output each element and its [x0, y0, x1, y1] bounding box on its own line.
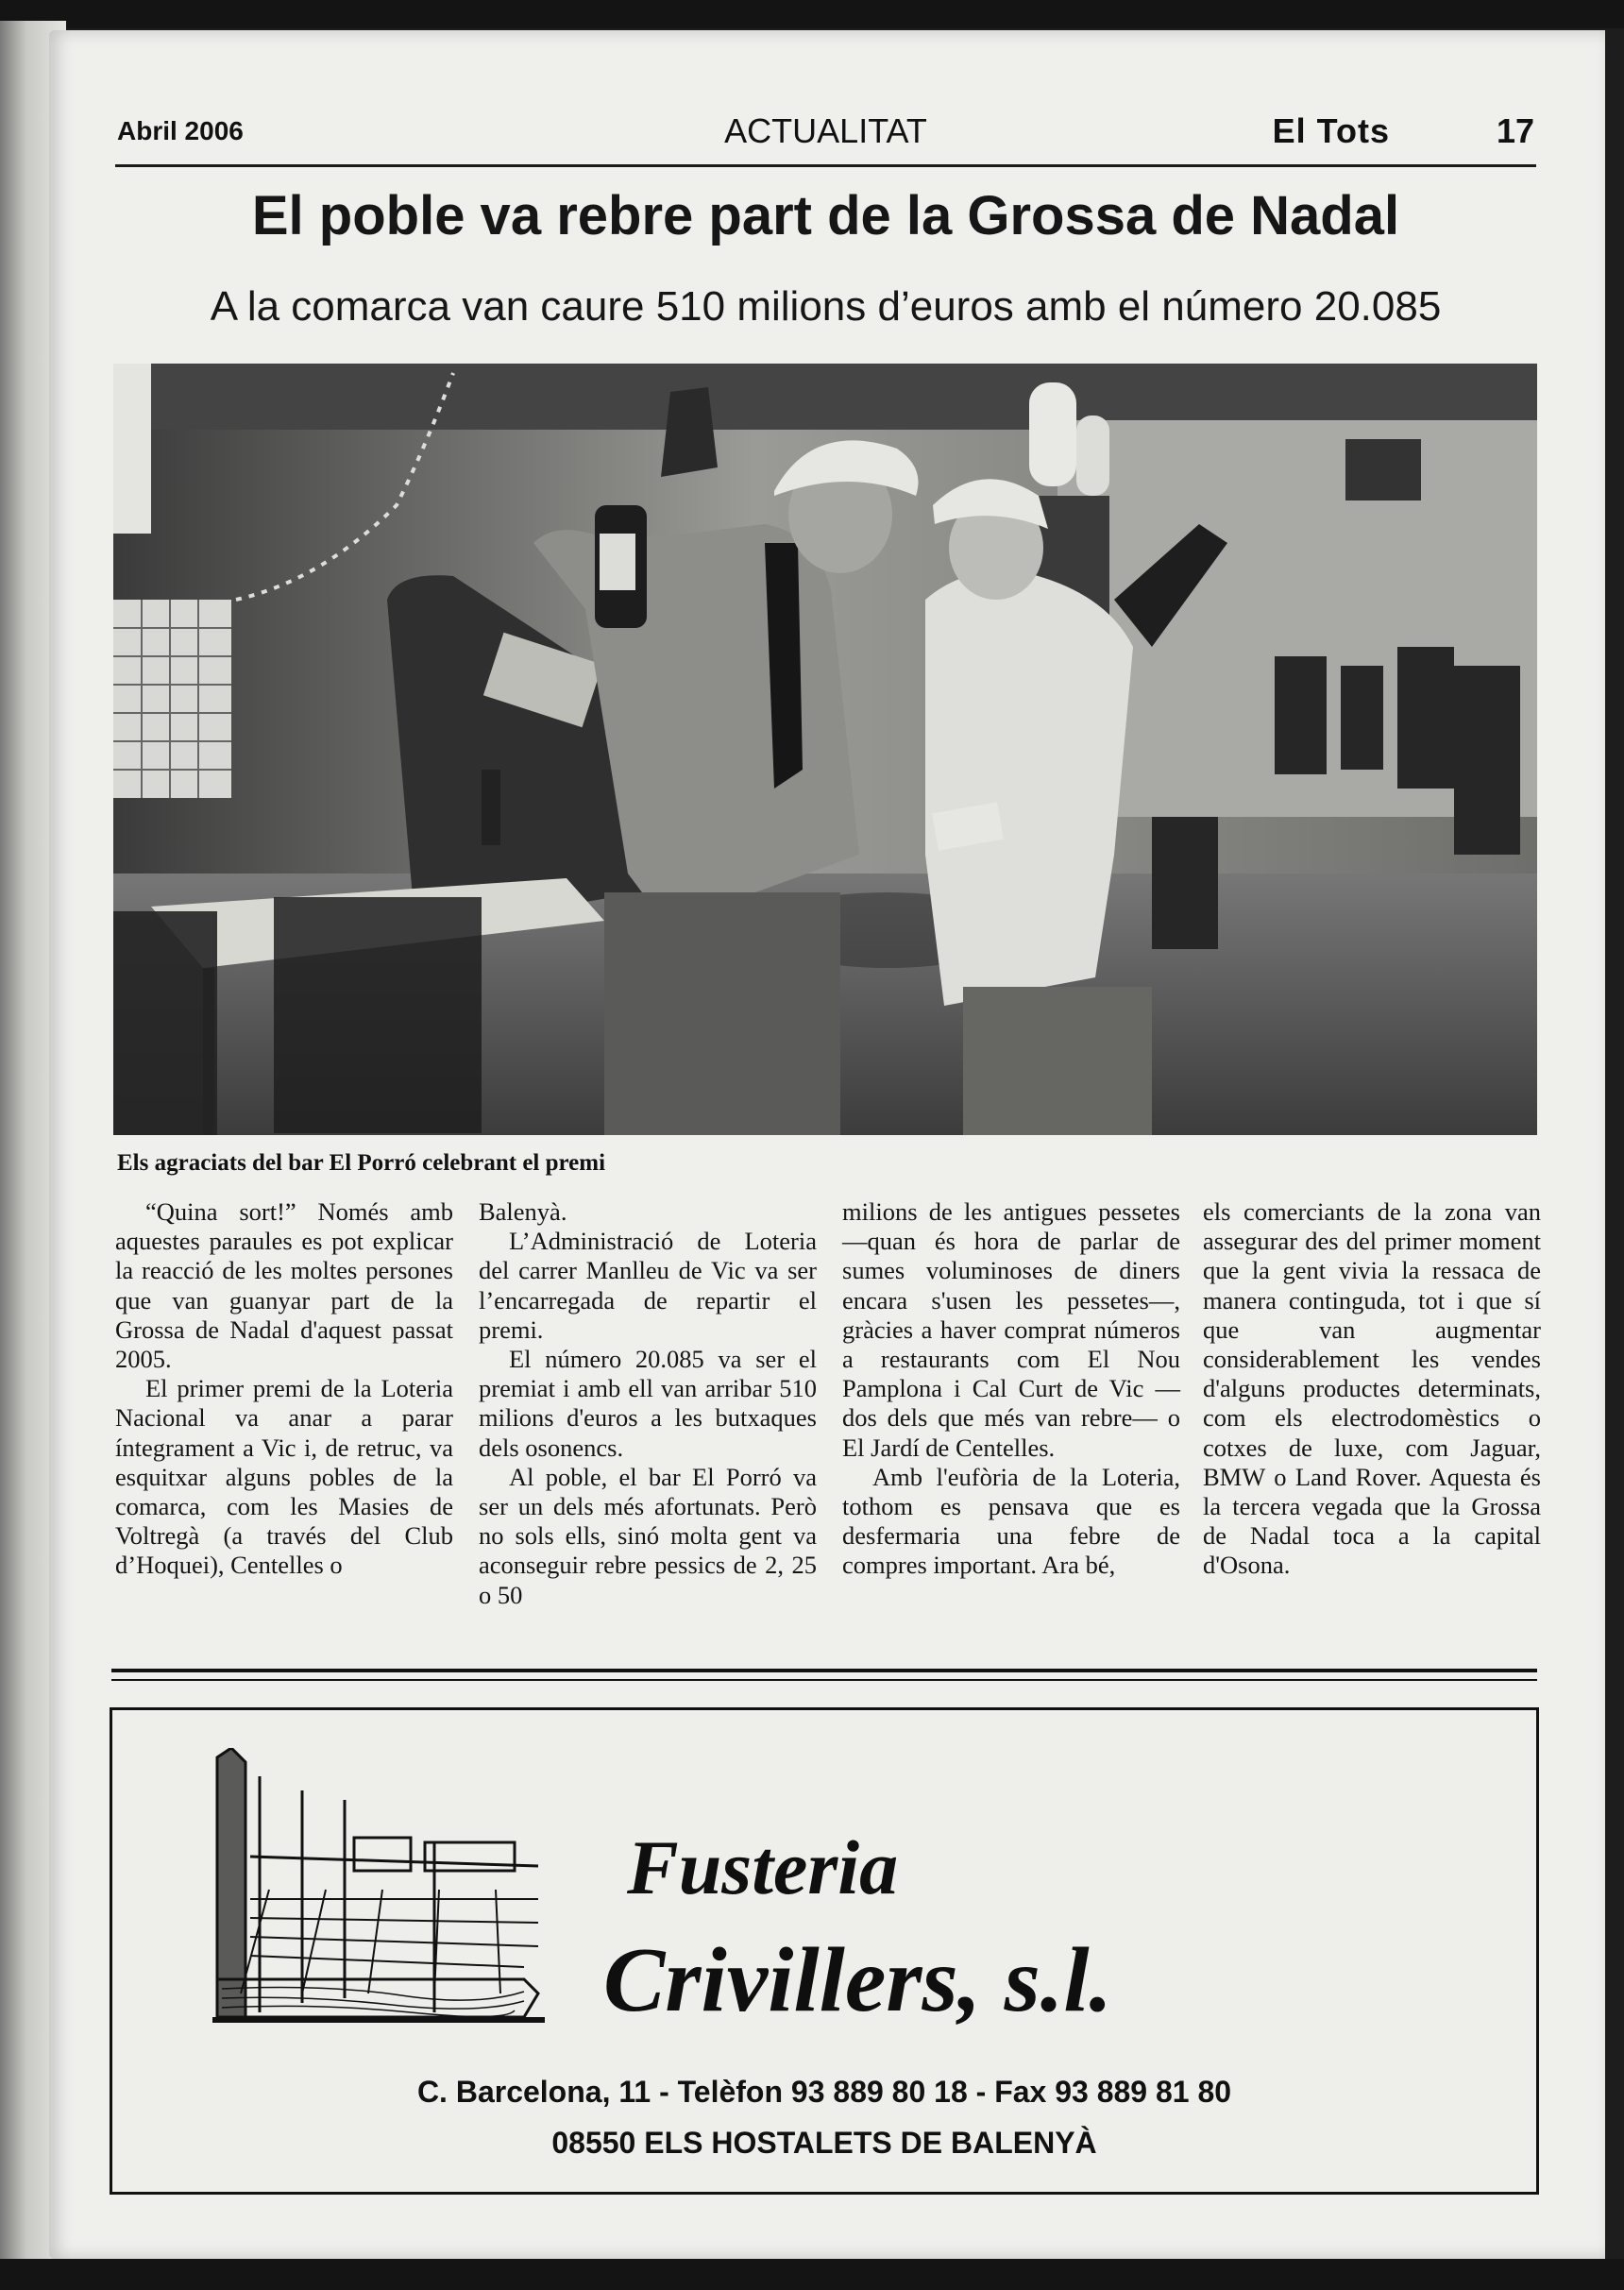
page-header	[115, 111, 1536, 167]
article-body	[115, 1197, 1541, 1641]
article-photo	[113, 364, 1537, 1135]
paragraph: L’Administració de Loteria del carrer Manlleu de Vic va ser l’encarregada de repartir el premi.	[479, 1227, 817, 1344]
paragraph: “Quina sort!” Només amb aquestes paraules es pot explicar la reacció de les moltes persones que van guanyar part de la Grossa de Nadal d'aquest passat 2005.	[115, 1197, 453, 1374]
paragraph: Amb l'eufòria de la Loteria, tothom es pensava que es desfermaria una febre de compres important. Ara bé,	[842, 1462, 1180, 1580]
text-column-1	[115, 1197, 453, 1581]
advertiser-name-line2: Crivillers, s.l.	[603, 1929, 1113, 2031]
advertiser-address: C. Barcelona, 11 - Telèfon 93 889 80 18 - Fax 93 889 81 80	[416, 2075, 1232, 2109]
scan-border-top	[0, 0, 1624, 28]
advertiser-town: 08550 ELS HOSTALETS DE BALENYÀ	[551, 2126, 1097, 2160]
photo-bar-celebration-illustration	[113, 364, 1537, 1135]
issue-date: Abril 2006	[117, 116, 244, 145]
section-divider	[111, 1669, 1537, 1681]
paragraph: El primer premi de la Loteria Nacional va anar a parar íntegrament a Vic i, de retruc, va esquitxar alguns pobles de la comarca, com les Masies de Voltregà (a través del Club d’Hoquei), Centelles o	[115, 1374, 453, 1580]
article-headline: El poble va rebre part de la Grossa de Nadal	[251, 185, 1400, 246]
scan-border-bottom	[0, 2259, 1624, 2290]
advertiser-name-line1: Fusteria	[627, 1824, 899, 1910]
carpentry-illustration	[212, 1748, 545, 2031]
paragraph: Al poble, el bar El Porró va ser un dels més afortunats. Però no sols ells, sinó molta gent va aconseguir rebre pessics de 2, 25 o 50	[479, 1462, 817, 1609]
section-title: ACTUALITAT	[724, 111, 927, 150]
advertisement-box	[110, 1707, 1539, 2195]
publication-name: El Tots	[1272, 111, 1390, 150]
article-subheadline: A la comarca van caure 510 milions d’euros amb el número 20.085	[210, 283, 1442, 330]
paragraph: El número 20.085 va ser el premiat i amb ell van arribar 510 milions d'euros a les butxaques dels osonencs.	[479, 1345, 817, 1462]
text-column-3	[842, 1197, 1180, 1581]
text-column-4	[1203, 1197, 1541, 1581]
photo-caption: Els agraciats del bar El Porró celebrant el premi	[117, 1150, 606, 1176]
paragraph: els comerciants de la zona van assegurar des del primer moment que la gent vivia la ressaca de manera continguda, tot i que sí que van augmentar considerablement les vendes d'alguns productes determinats, com els electrodomèstics o cotxes de luxe, com Jaguar, BMW o Land Rover. Aquesta és la tercera vegada que la Grossa de Nadal toca a la capital d'Osona.	[1203, 1197, 1541, 1580]
text-column-2	[479, 1197, 817, 1610]
page-number: 17	[1496, 111, 1534, 150]
paragraph: milions de les antigues pessetes —quan és hora de parlar de sumes voluminoses de diners encara s'usen les pessetes—, gràcies a haver comprat números a restaurants com El Nou Pamplona i Cal Curt de Vic —dos dels que més van rebre— o El Jardí de Centelles.	[842, 1197, 1180, 1462]
paragraph: Balenyà.	[479, 1197, 567, 1226]
